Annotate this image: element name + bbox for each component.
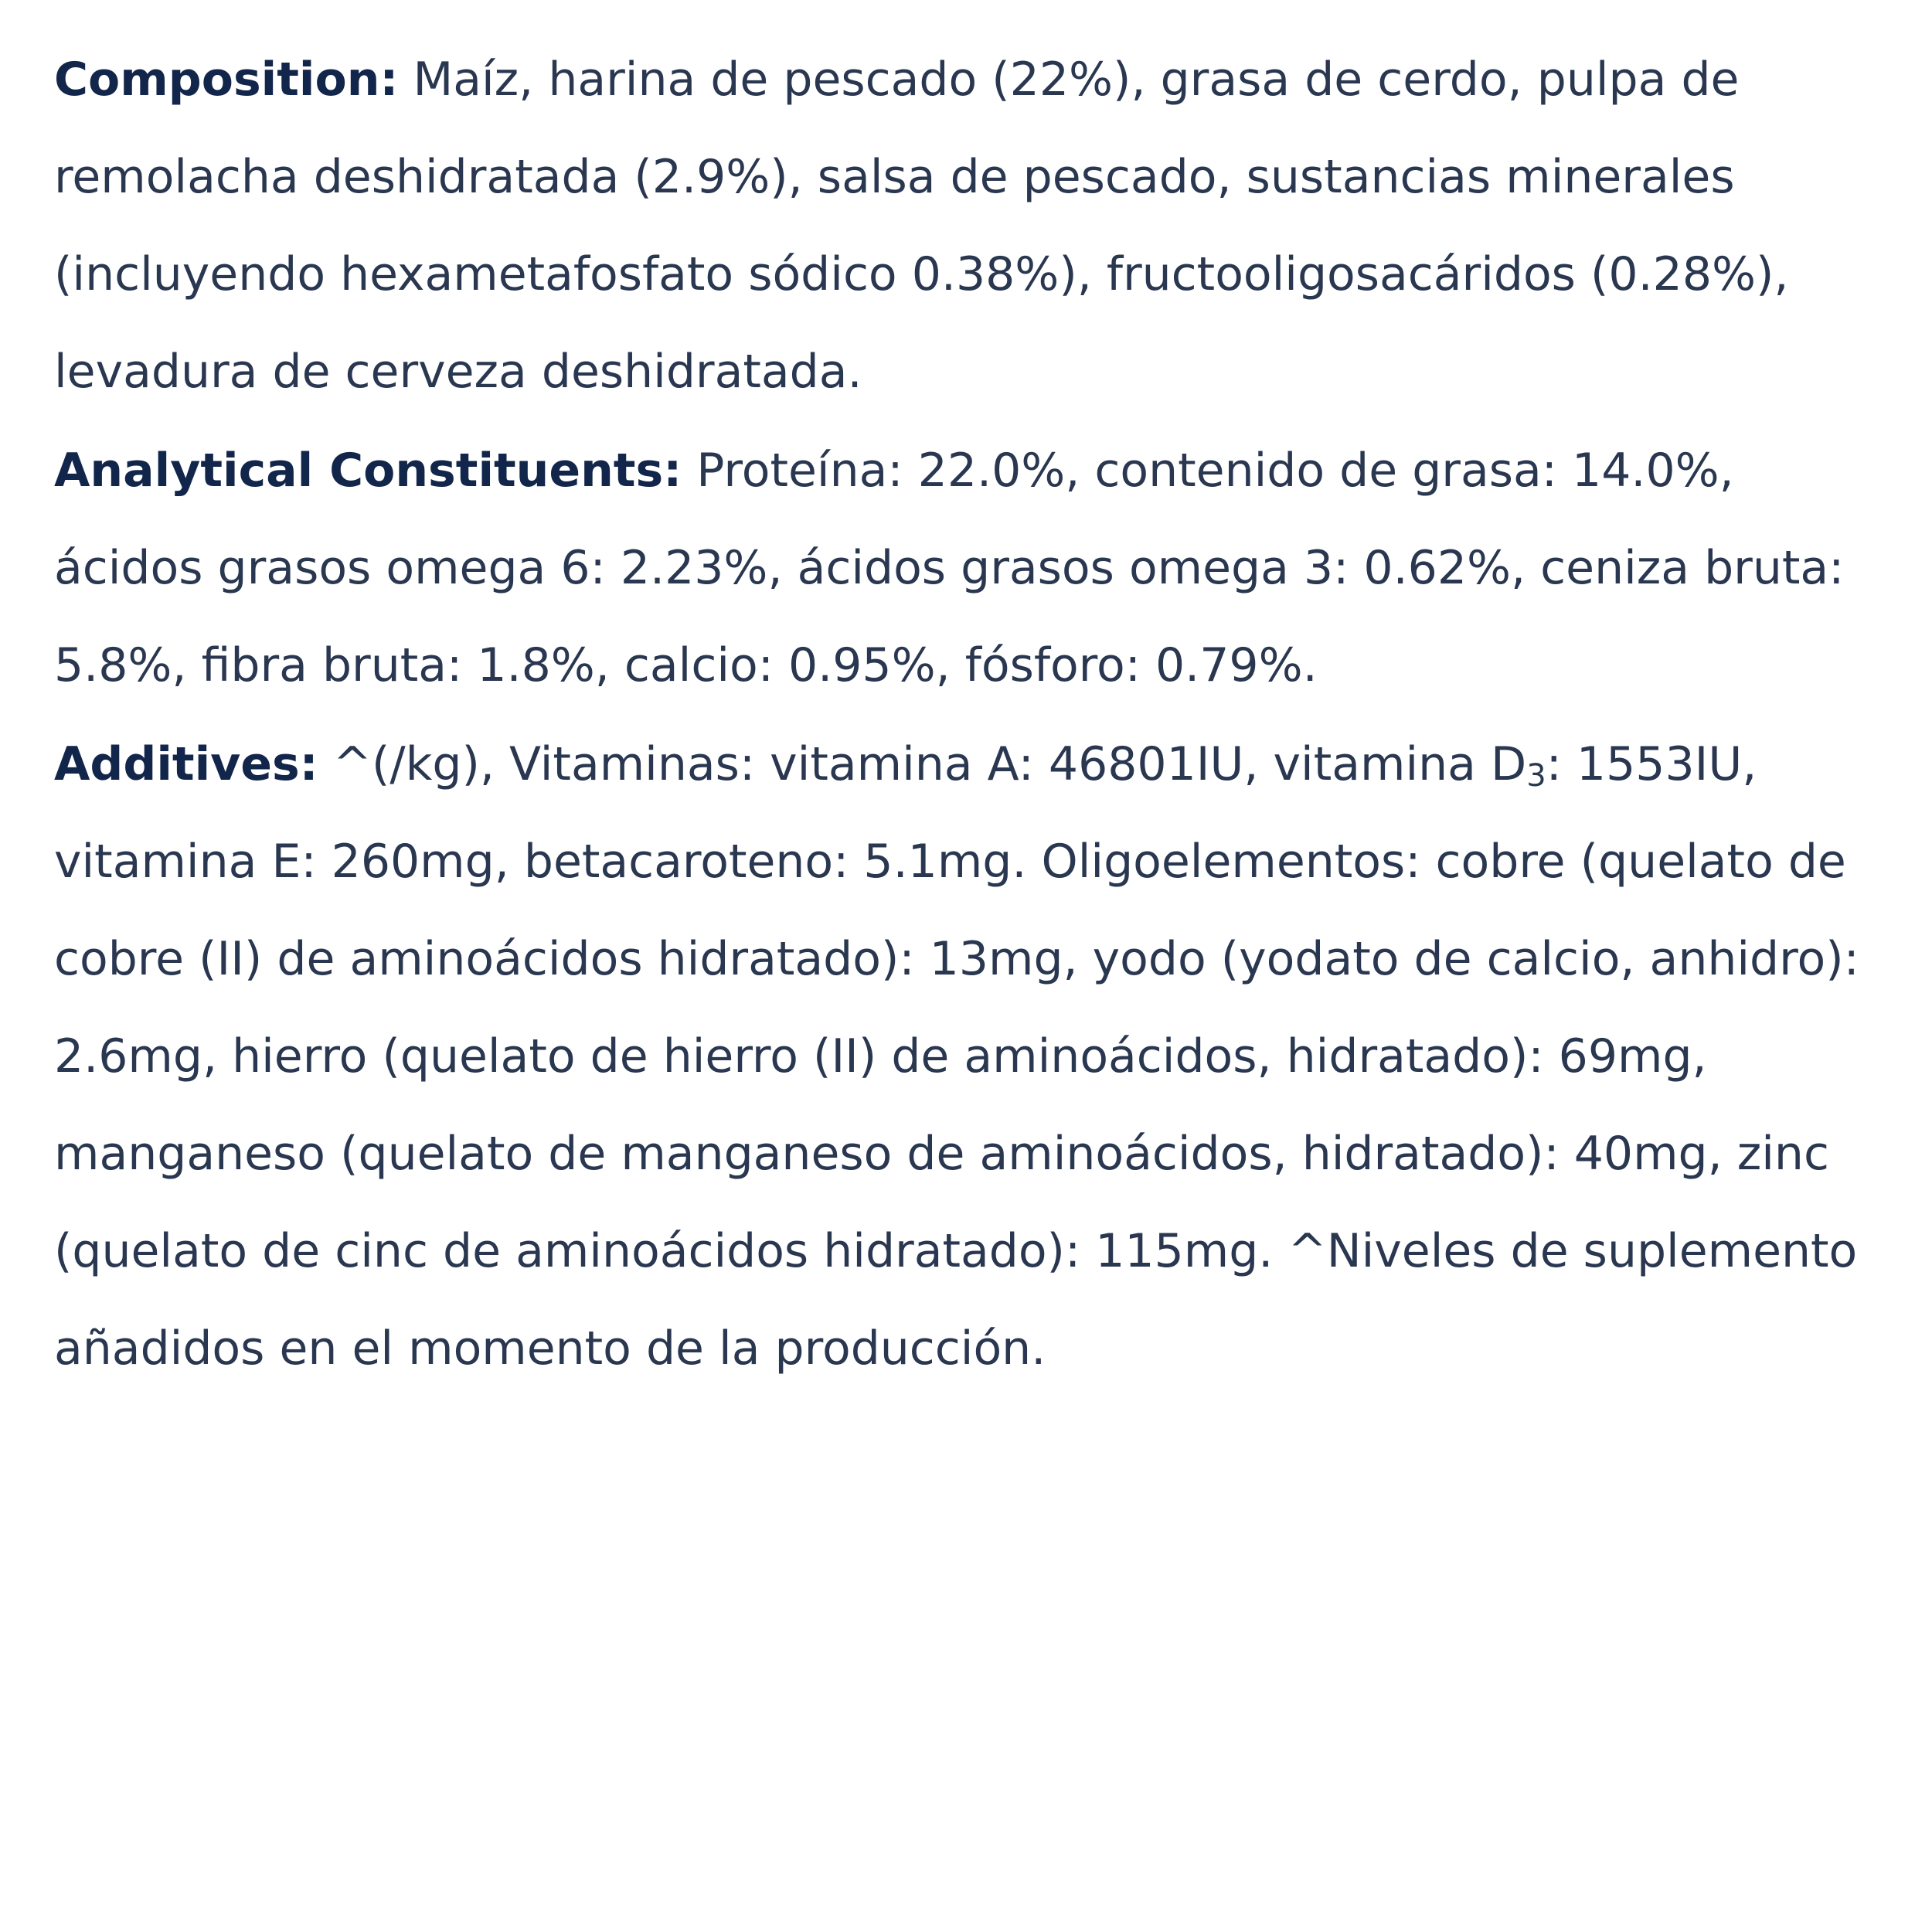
composition-text: Maíz, harina de pescado (22%), grasa de cerdo, pulpa de remolacha deshidratada (2.9%), salsa de pescado, sustancias minerales (incluyendo hexametafosfato sódico 0.38%), fructooligosacáridos (0.28%), levadura de cerveza deshidratada. (54, 53, 1789, 399)
vitamin-d-subscript: 3 (1526, 758, 1546, 794)
additives-text-start: ^(/kg), Vitaminas: vitamina A: 46801IU, vitamina D (318, 737, 1527, 791)
additives-text-end: : 1553IU, vitamina E: 260mg, betacaroteno: 5.1mg. Oligoelementos: cobre (quelato de cobre (II) de aminoácidos hidratado): 13mg, yodo (yodato de calcio, anhidro): 2.6mg, hierro (quelato de hierro (II) de aminoácidos, hidratado): 69mg, manganeso (quelato de manganeso de aminoácidos, hidratado): 40mg, zinc (quelato de cinc de aminoácidos hidratado): 115mg. ^Niveles de suplemento añadidos en el momento de la producción. (54, 737, 1859, 1376)
additives-label: Additives: (54, 737, 318, 791)
composition-section (54, 31, 1893, 420)
analytical-constituents-label: Analytical Constituents: (54, 444, 682, 498)
analytical-constituents-section (54, 422, 1893, 714)
ingredient-panel (54, 31, 1893, 1399)
analytical-constituents-text: Proteína: 22.0%, contenido de grasa: 14.0%, ácidos grasos omega 6: 2.23%, ácidos grasos omega 3: 0.62%, ceniza bruta: 5.8%, fibra bruta: 1.8%, calcio: 0.95%, fósforo: 0.79%. (54, 444, 1845, 692)
additives-section (54, 716, 1893, 1397)
composition-label: Composition: (54, 53, 399, 107)
